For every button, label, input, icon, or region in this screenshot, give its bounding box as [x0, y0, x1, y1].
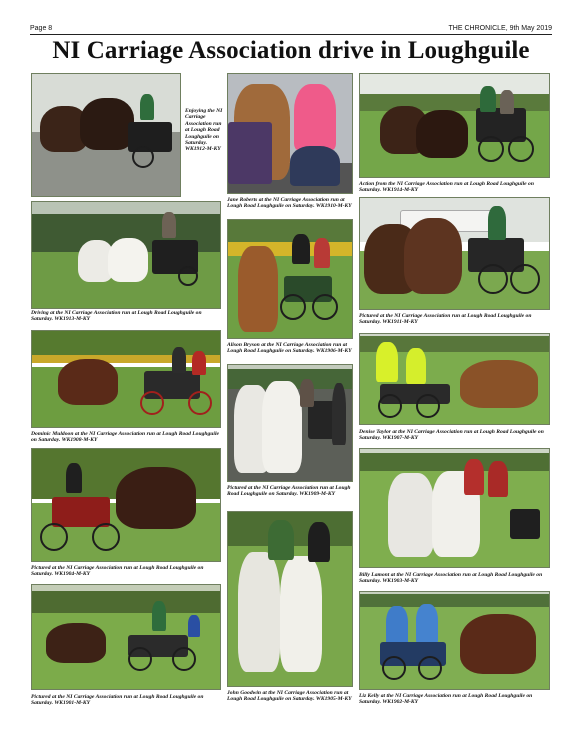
caption-wk1912: Enjoying the NI Carriage Association run at Lough Road Loughguile on Saturday. WK1912-M-KY	[185, 108, 223, 153]
photo-wk1912	[31, 73, 181, 197]
caption-wk1906: Alison Bryson at the NI Carriage Association run at Lough Road Loughguile on Saturday. WK1906-M-KY	[227, 342, 352, 355]
paper-date: THE CHRONICLE, 9th May 2019	[448, 25, 552, 32]
photo-wk1908	[31, 330, 221, 428]
photo-wk1911	[359, 197, 550, 310]
caption-wk1905: John Goodwin at the NI Carriage Association run at Lough Road Loughguile on Saturday. WK1905-M-KY	[227, 690, 352, 703]
caption-wk1901: Pictured at the NI Carriage Association run at Lough Road Loughguile on Saturday. WK1901-M-KY	[31, 694, 204, 707]
caption-wk1911: Pictured at the NI Carriage Association run at Lough Road Loughguile on Saturday. WK1911-M-KY	[359, 313, 532, 326]
caption-wk1914: Action from the NI Carriage Association run at Lough Road Loughguile on Saturday. WK1914-M-KY	[359, 181, 534, 194]
photo-wk1906	[227, 219, 353, 339]
photo-wk1914	[359, 73, 550, 178]
caption-wk1908: Dominic Muldoon at the NI Carriage Association run at Lough Road Loughguile on Saturday. WK1908-M-KY	[31, 431, 219, 444]
photo-wk1902	[359, 591, 550, 690]
photo-wk1904	[31, 448, 221, 562]
caption-wk1910: Jane Roberts at the NI Carriage Association run at Lough Road Loughguile on Saturday. WK1910-M-KY	[227, 197, 352, 210]
caption-wk1903: Billy Lamont at the NI Carriage Association run at Lough Road Loughguile on Saturday. WK1903-M-KY	[359, 572, 543, 585]
caption-wk1904: Pictured at the NI Carriage Association run at Lough Road Loughguile on Saturday. WK1904-M-KY	[31, 565, 204, 578]
header-rule	[30, 34, 552, 35]
photo-wk1909	[227, 364, 353, 482]
photo-wk1907	[359, 333, 550, 425]
photo-wk1913	[31, 201, 221, 309]
caption-wk1913: Driving at the NI Carriage Association run at Lough Road Loughguile on Saturday. WK1913-M-KY	[31, 310, 202, 323]
caption-wk1902: Liz Kelly at the NI Carriage Association run at Lough Road Loughguile on Saturday. WK1902-M-KY	[359, 693, 533, 706]
photo-wk1910	[227, 73, 353, 194]
photo-wk1903	[359, 448, 550, 568]
headline: NI Carriage Association drive in Loughguile	[52, 37, 530, 64]
page-number: Page 8	[30, 25, 53, 32]
photo-wk1901	[31, 584, 221, 690]
caption-wk1907: Denise Taylor at the NI Carriage Association run at Lough Road Loughguile on Saturday. WK1907-M-KY	[359, 429, 544, 442]
caption-wk1909: Pictured at the NI Carriage Association run at Lough Road Loughguile on Saturday. WK1909-M-KY	[227, 485, 351, 498]
photo-wk1905	[227, 511, 353, 687]
